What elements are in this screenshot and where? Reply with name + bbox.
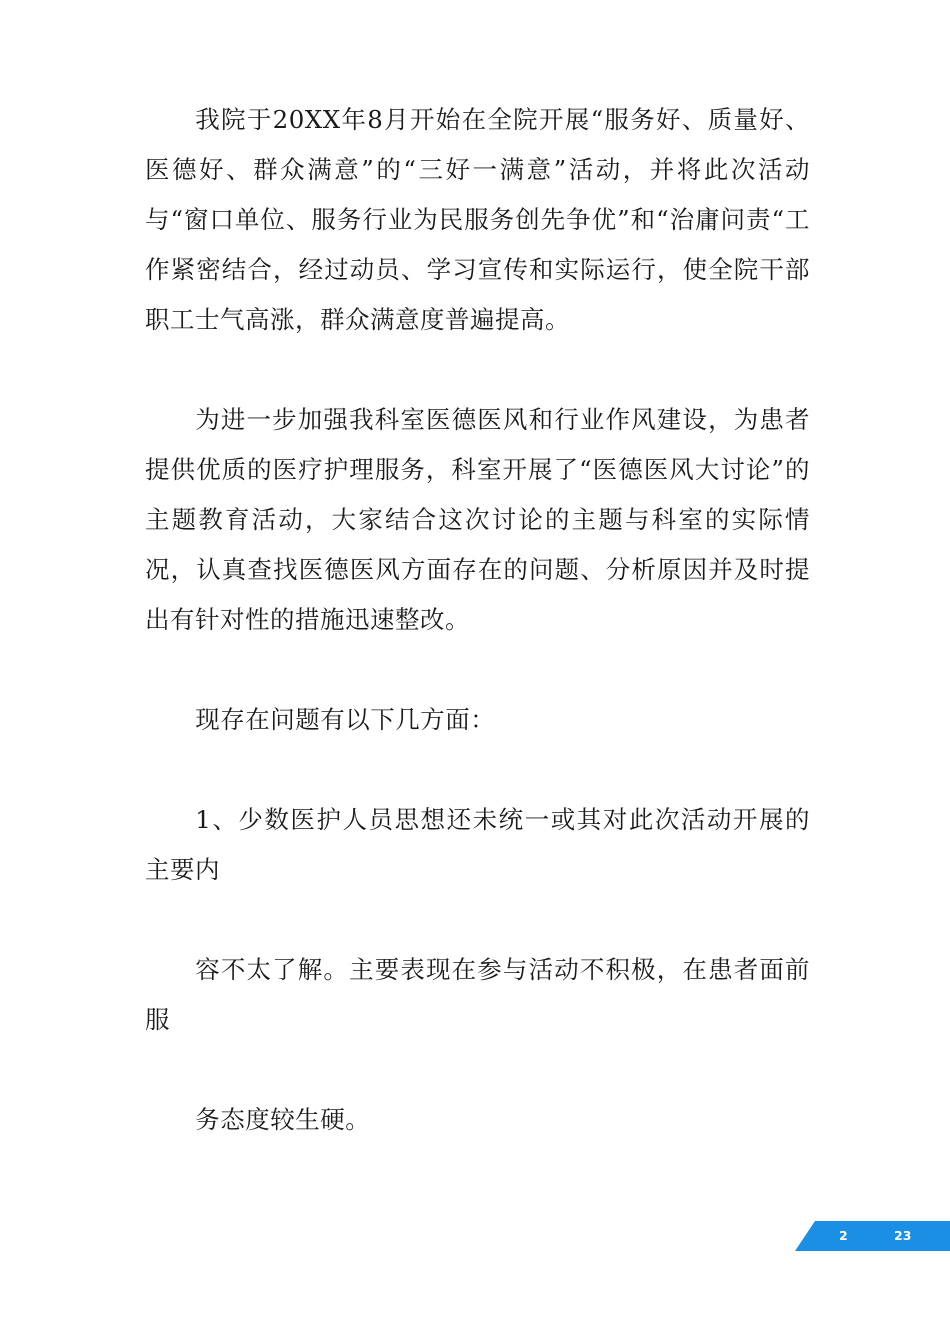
page-footer (795, 1221, 950, 1251)
paragraph-gap (145, 895, 810, 945)
page-number: 2 (839, 1228, 848, 1243)
paragraph-education-activity: 为进一步加强我科室医德医风和行业作风建设，为患者提供优质的医疗护理服务，科室开展了“医德医风大讨论”的主题教育活动，大家结合这次讨论的主题与科室的实际情况，认真查找医德医风方面存在的问题、分析原因并及时提出有针对性的措施迅速整改。 (145, 405, 810, 634)
paragraph-gap (145, 745, 810, 795)
paragraph-problem-1-end: 务态度较生硬。 (195, 1105, 371, 1134)
footer-banner-shape (795, 1221, 950, 1251)
paragraph-problems-heading: 现存在问题有以下几方面： (195, 705, 496, 734)
paragraph-activity-intro: 我院于20XX年8月开始在全院开展“服务好、质量好、医德好、群众满意”的“三好一满意”活动，并将此次活动与“窗口单位、服务行业为民服务创先争优”和“治庸问责“工作紧密结合，经过动员、学习宣传和实际运行，使全院干部职工士气高涨，群众满意度普遍提高。 (145, 105, 810, 334)
paragraph-gap (145, 1045, 810, 1095)
paragraph-problem-1-continued: 容不太了解。主要表现在参与活动不积极，在患者面前服 (145, 955, 810, 1034)
paragraph-gap (145, 345, 810, 395)
paragraph-problem-1: 1、少数医护人员思想还未统一或其对此次活动开展的主要内 (145, 805, 810, 884)
page-total: 23 (894, 1228, 912, 1243)
document-body (145, 95, 810, 1145)
paragraph-gap (145, 645, 810, 695)
